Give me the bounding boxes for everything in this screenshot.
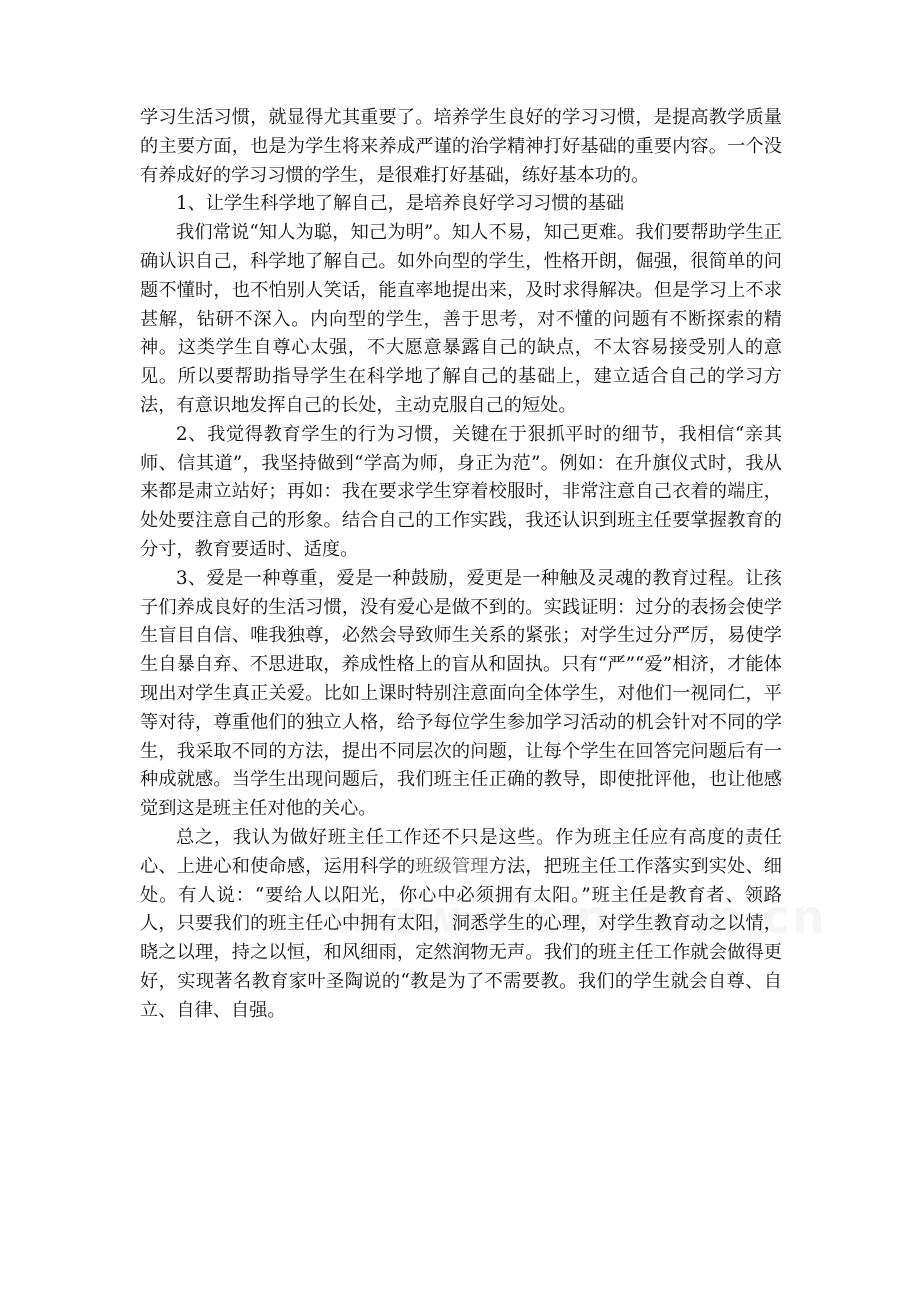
class-management-link[interactable]: 班级管理 <box>415 855 489 877</box>
paragraph-intro: 学习生活习惯，就显得尤其重要了。培养学生良好的学习习惯，是提高教学质量的主要方面，也是为学生将来养成严谨的治学精神打好基础的重要内容。一个没有养成好的学习习惯的学生，是很难打好基础，练好基本功的。 <box>140 107 782 186</box>
paragraph-love-respect: 3、爱是一种尊重，爱是一种鼓励，爱更是一种触及灵魂的教育过程。让孩子们养成良好的生活习惯，没有爱心是做不到的。实践证明：过分的表扬会使学生盲目自信、唯我独尊，必然会导致师生关系的紧张；对学生过分严厉，易使学生自暴自弃、不思进取，养成性格上的盲从和固执。只有“严”“爱”相济，才能体现出对学生真正关爱。比如上课时特别注意面向全体学生，对他们一视同仁，平等对待，尊重他们的独立人格，给予每位学生参加学习活动的机会针对不同的学生，我采取不同的方法，提出不同层次的问题，让每个学生在回答完问题后有一种成就感。当学生出现问题后，我们班主任正确的教导，即使批评他，也让他感觉到这是班主任对他的关心。 <box>140 567 782 820</box>
conclusion-text-before-link: 总之，我认为做好班主任工作还不只是这些。作为班主任应有高度的责任心、上进心和使命感，运用科学的 <box>140 826 782 877</box>
paragraph-behavior-habits: 2、我觉得教育学生的行为习惯，关键在于狠抓平时的细节，我相信“亲其师、信其道”，我坚持做到“学高为师，身正为范”。例如：在升旗仪式时，我从来都是肃立站好；再如：我在要求学生穿着校服时，非常注意自己衣着的端庄，处处要注意自己的形象。结合自己的工作实践，我还认识到班主任要掌握教育的分寸，教育要适时、适度。 <box>140 423 782 560</box>
paragraph-conclusion <box>140 824 782 1026</box>
paragraph-self-knowledge: 我们常说“知人为聪，知己为明”。知人不易，知己更难。我们要帮助学生正确认识自己，科学地了解自己。如外向型的学生，性格开朗，倔强，很简单的问题不懂时，也不怕别人笑话，能直率地提出来，及时求得解决。但是学习上不求甚解，钻研不深入。内向型的学生，善于思考，对不懂的问题有不断探索的精神。这类学生自尊心太强，不大愿意暴露自己的缺点，不太容易接受别人的意见。所以要帮助指导学生在科学地了解自己的基础上，建立适合自己的学习方法，有意识地发挥自己的长处，主动克服自己的短处。 <box>140 222 782 416</box>
document-body <box>140 104 782 1026</box>
paragraph-heading-1: 1、让学生科学地了解自己，是培养良好学习习惯的基础 <box>176 193 625 215</box>
conclusion-text-after-link: 方法，把班主任工作落实到实处、细处。有人说：“要给人以阳光，你心中必须拥有太阳。”班主任是教育者、领路人，只要我们的班主任心中拥有太阳，洞悉学生的心理，对学生教育动之以情，晓之以理，持之以恒，和风细雨，定然润物无声。我们的班主任工作就会做得更好，实现著名教育家叶圣陶说的“教是为了不需要教。我们的学生就会自尊、自立、自律、自强。 <box>140 855 782 1021</box>
